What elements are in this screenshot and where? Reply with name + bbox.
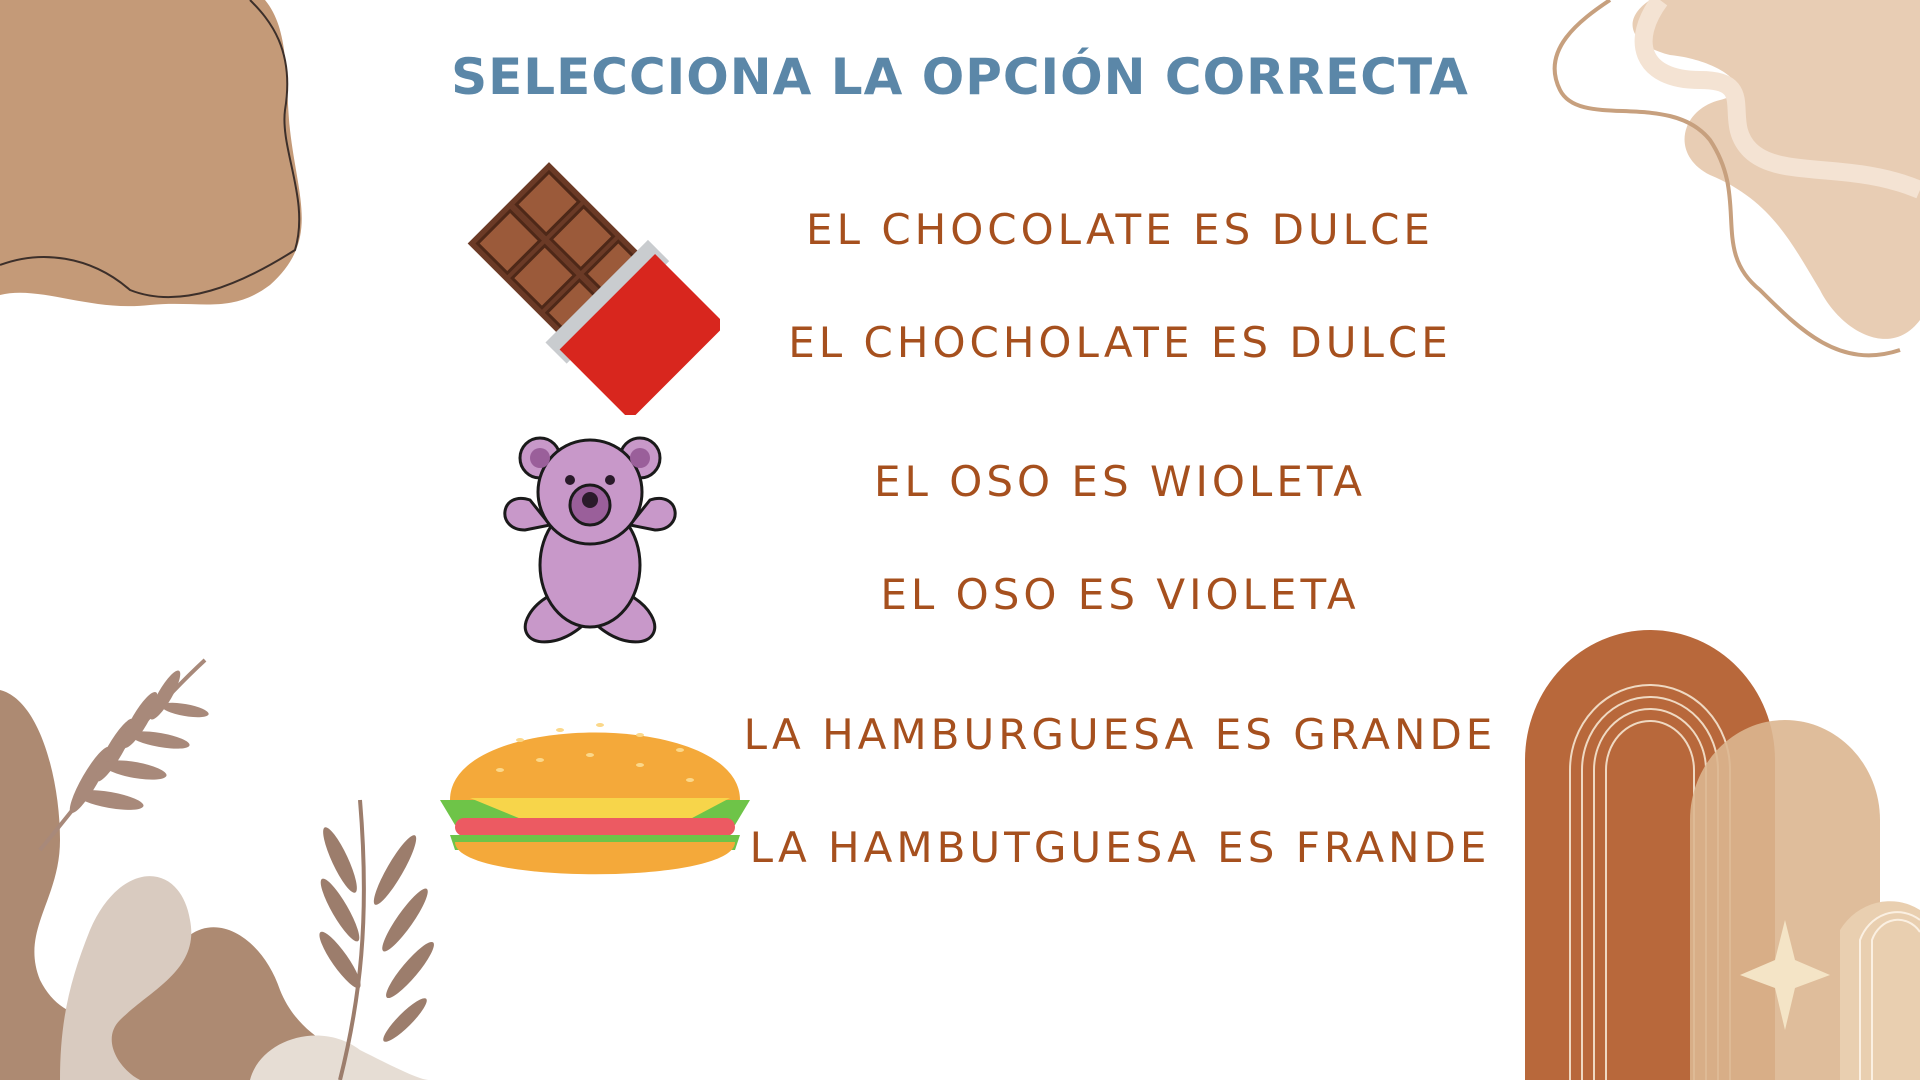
answer-option-bear-1[interactable]: EL OSO ES WIOLETA xyxy=(874,457,1366,506)
answer-option-chocolate-2[interactable]: EL CHOCHOLATE ES DULCE xyxy=(788,318,1452,367)
arches-decoration xyxy=(1520,620,1920,1080)
teddy-bear-icon xyxy=(500,430,680,650)
answer-option-burger-1[interactable]: LA HAMBURGUESA ES GRANDE xyxy=(743,710,1497,759)
answer-option-burger-2[interactable]: LA HAMBUTGUESA ES FRANDE xyxy=(749,823,1491,872)
leaf-left-decoration xyxy=(30,640,230,860)
page-title: SELECCIONA LA OPCIÓN CORRECTA xyxy=(451,48,1469,106)
answer-option-chocolate-1[interactable]: EL CHOCOLATE ES DULCE xyxy=(806,205,1434,254)
chocolate-bar-icon xyxy=(460,160,720,415)
answer-option-bear-2[interactable]: EL OSO ES VIOLETA xyxy=(880,570,1360,619)
